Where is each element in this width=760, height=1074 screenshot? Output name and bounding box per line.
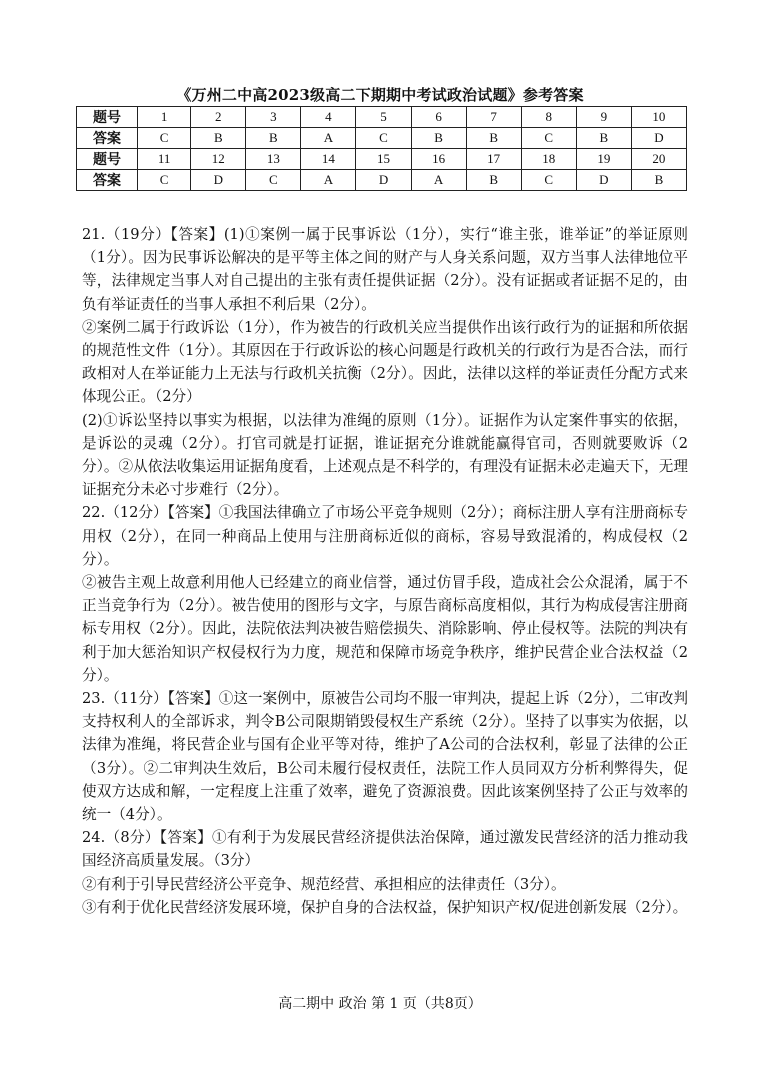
row-label-question-number: 题号 xyxy=(77,107,138,128)
answer-cell: C xyxy=(246,170,301,191)
table-row xyxy=(77,107,687,128)
row-label-answer: 答案 xyxy=(77,128,138,149)
answer-paragraph-q22-1: 22.（12分）【答案】①我国法律确立了市场公平竞争规则（2分）；商标注册人享有注册商标专用权（2分），在同一种商品上使用与注册商标近似的商标，容易导致混淆的，构成侵权（2分）。 xyxy=(82,504,688,568)
question-number-cell: 10 xyxy=(631,107,686,128)
answer-paragraph-q24-1: 24.（8分）【答案】①有利于为发展民营经济提供法治保障，通过激发民营经济的活力推动我国经济高质量发展。（3分） xyxy=(82,829,688,870)
answer-cell: B xyxy=(466,128,521,149)
answer-cell: D xyxy=(191,170,246,191)
table-row xyxy=(77,170,687,191)
table-row xyxy=(77,149,687,170)
question-number-cell: 19 xyxy=(576,149,631,170)
question-number-cell: 15 xyxy=(356,149,411,170)
question-number-cell: 1 xyxy=(138,107,191,128)
question-number-cell: 12 xyxy=(191,149,246,170)
document-title: 《万州二中高2023级高二下期期中考试政治试题》参考答案 xyxy=(176,86,584,104)
row-label-question-number: 题号 xyxy=(77,149,138,170)
answer-paragraph-q21-part1-2: ②案例二属于行政诉讼（1分），作为被告的行政机关应当提供作出该行政行为的证据和所依据的规范性文件（1分）。其原因在于行政诉讼的核心问题是行政机关的行政行为是否合法，而行政相对人在举证能力上无法与行政机关抗衡（2分）。因此，法律以这样的举证责任分配方式来体现公正。（2分） xyxy=(82,318,688,406)
answer-paragraph-q23: 23.（11分）【答案】①这一案例中，原被告公司均不服一审判决，提起上诉（2分），二审改判支持权利人的全部诉求，判令B公司限期销毁侵权生产系统（2分）。坚持了以事实为依据，以法律为准绳，将民营企业与国有企业平等对待，维护了A公司的合法权利，彰显了法律的公正（3分）。②二审判决生效后，B公司未履行侵权责任，法院工作人员同双方分析利弊得失，促使双方达成和解，一定程度上注重了效率，避免了资源浪费。因此该案例坚持了公正与效率的统一（4分）。 xyxy=(82,690,688,824)
question-number-cell: 7 xyxy=(466,107,521,128)
answer-paragraph-q24-2: ②有利于引导民营经济公平竞争、规范经营、承担相应的法律责任（3分）。 xyxy=(82,875,566,893)
answer-paragraph-q22-2: ②被告主观上故意利用他人已经建立的商业信誉，通过仿冒手段，造成社会公众混淆，属于不正当竞争行为（2分）。被告使用的图形与文字，与原告商标高度相似，其行为构成侵害注册商标专用权（2分）。因此，法院依法判决被告赔偿损失、消除影响、停止侵权等。法院的判决有利于加大惩治知识产权侵权行为力度，规范和保障市场竞争秩序，维护民营企业合法权益（2分）。 xyxy=(82,574,688,684)
question-number-cell: 6 xyxy=(411,107,466,128)
question-number-cell: 3 xyxy=(246,107,301,128)
answer-cell: C xyxy=(521,170,576,191)
answer-cell: D xyxy=(576,170,631,191)
page-footer: 高二期中 政治 第 1 页（共8页） xyxy=(278,996,482,1012)
answer-cell: C xyxy=(521,128,576,149)
answer-cell: C xyxy=(356,128,411,149)
answer-cell: B xyxy=(246,128,301,149)
question-number-cell: 4 xyxy=(301,107,356,128)
question-number-cell: 9 xyxy=(576,107,631,128)
answer-cell: C xyxy=(138,128,191,149)
answer-cell: D xyxy=(631,128,686,149)
table-row xyxy=(77,128,687,149)
answer-paragraph-q21-part2: (2)①诉讼坚持以事实为根据，以法律为准绳的原则（1分）。证据作为认定案件事实的依据，是诉讼的灵魂（2分）。打官司就是打证据，谁证据充分谁就能赢得官司，否则就要败诉（2分）。②从依法收集运用证据角度看，上述观点是不科学的，有理没有证据未必走遍天下，无理证据充分未必寸步难行（2分）。 xyxy=(82,411,688,499)
answer-table xyxy=(76,106,687,191)
answer-body xyxy=(82,223,688,919)
answer-cell: B xyxy=(191,128,246,149)
question-number-cell: 8 xyxy=(521,107,576,128)
question-number-cell: 18 xyxy=(521,149,576,170)
answer-cell: B xyxy=(576,128,631,149)
answer-cell: B xyxy=(631,170,686,191)
answer-cell: D xyxy=(356,170,411,191)
answer-paragraph-q24-3: ③有利于优化民营经济发展环境，保护自身的合法权益，保护知识产权/促进创新发展（2分）。 xyxy=(82,898,688,916)
answer-cell: A xyxy=(411,170,466,191)
answer-cell: B xyxy=(411,128,466,149)
question-number-cell: 5 xyxy=(356,107,411,128)
question-number-cell: 11 xyxy=(138,149,191,170)
row-label-answer: 答案 xyxy=(77,170,138,191)
answer-cell: C xyxy=(138,170,191,191)
question-number-cell: 2 xyxy=(191,107,246,128)
question-number-cell: 20 xyxy=(631,149,686,170)
answer-paragraph-q21-part1-1: 21.（19分）【答案】(1)①案例一属于民事诉讼（1分），实行“谁主张，谁举证”的举证原则（1分）。因为民事诉讼解决的是平等主体之间的财产与人身关系问题，双方当事人法律地位平等，法律规定当事人对自己提出的主张有责任提供证据（2分）。没有证据或者证据不足的，由负有举证责任的当事人承担不利后果（2分）。 xyxy=(82,226,688,313)
question-number-cell: 16 xyxy=(411,149,466,170)
question-number-cell: 13 xyxy=(246,149,301,170)
question-number-cell: 14 xyxy=(301,149,356,170)
question-number-cell: 17 xyxy=(466,149,521,170)
answer-cell: B xyxy=(466,170,521,191)
answer-cell: A xyxy=(301,128,356,149)
answer-cell: A xyxy=(301,170,356,191)
